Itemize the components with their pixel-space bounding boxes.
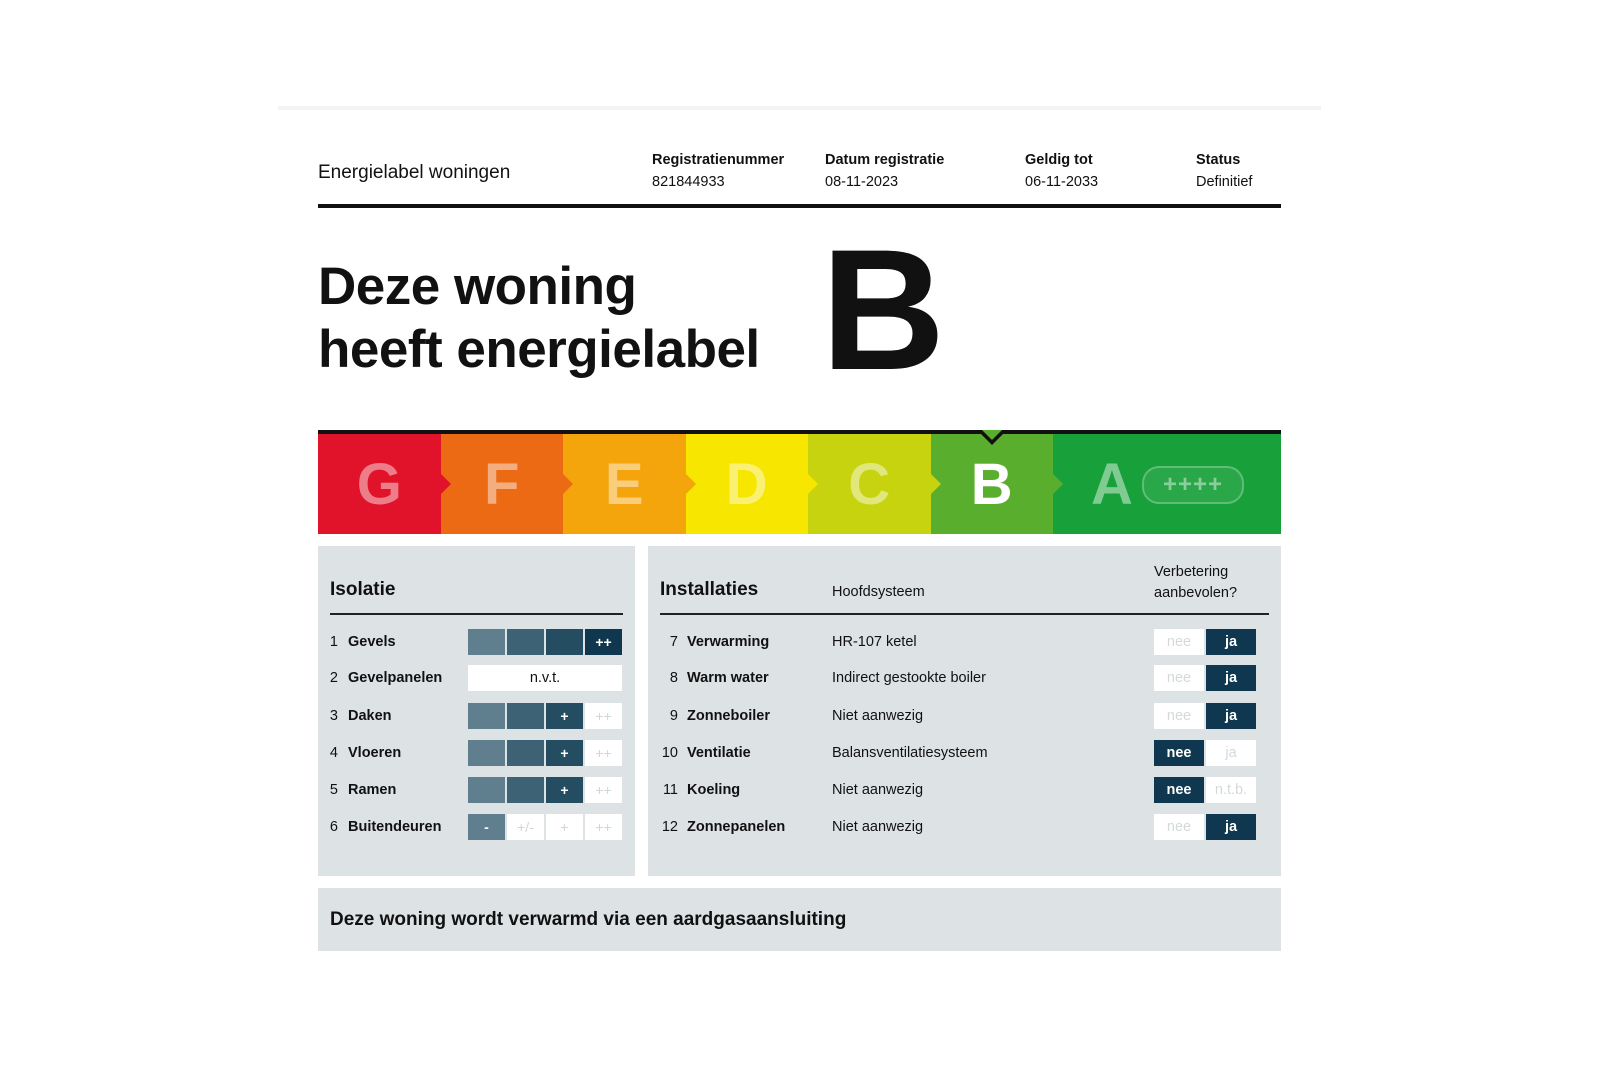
improvement-toggle bbox=[1154, 703, 1256, 729]
improvement-toggle bbox=[1154, 629, 1256, 655]
meta-registration-number bbox=[652, 152, 784, 190]
meta-label: Datum registratie bbox=[825, 152, 945, 168]
row-number: 8 bbox=[669, 670, 678, 686]
scale-letter: A bbox=[1091, 451, 1133, 517]
rating-cell bbox=[468, 629, 505, 655]
scale-segment-g bbox=[318, 434, 441, 534]
installation-row bbox=[648, 702, 1281, 730]
scale-arrow bbox=[1053, 474, 1063, 494]
installation-row bbox=[648, 813, 1281, 841]
installations-divider bbox=[660, 613, 1269, 615]
meta-value: Definitief bbox=[1196, 174, 1253, 190]
row-number: 11 bbox=[662, 782, 678, 798]
row-number: 7 bbox=[669, 634, 678, 650]
row-number: 6 bbox=[329, 819, 338, 835]
improvement-toggle bbox=[1154, 740, 1256, 766]
rating-cell bbox=[507, 777, 544, 803]
headline bbox=[318, 255, 760, 381]
heating-note bbox=[318, 888, 1281, 951]
row-name: Zonneboiler bbox=[687, 708, 770, 724]
row-name: Gevels bbox=[348, 634, 396, 650]
row-number: 1 bbox=[329, 634, 338, 650]
scale-segment-c bbox=[808, 434, 931, 534]
row-number: 10 bbox=[661, 745, 678, 761]
row-name: Vloeren bbox=[348, 745, 402, 761]
active-class-pointer-fill bbox=[982, 430, 1002, 440]
scale-arrow bbox=[563, 474, 573, 494]
scale-segment-d bbox=[686, 434, 809, 534]
row-name: Warm water bbox=[687, 670, 769, 686]
energy-label-document bbox=[318, 0, 1281, 1070]
rating-cell: ++ bbox=[585, 740, 622, 766]
improvement-toggle bbox=[1154, 814, 1256, 840]
toggle-option-no: nee bbox=[1154, 665, 1204, 691]
toggle-option-yes: ja bbox=[1206, 665, 1256, 691]
scale-letter: C bbox=[848, 451, 891, 517]
column-header-main-system: Hoofdsysteem bbox=[832, 584, 925, 600]
column-header-improvement-line-1: Verbetering bbox=[1154, 564, 1229, 580]
row-name: Daken bbox=[348, 708, 392, 724]
headline-line-2: heeft energielabel bbox=[318, 320, 760, 379]
energy-scale bbox=[318, 430, 1281, 538]
row-number: 3 bbox=[329, 708, 338, 724]
rating-cell: +/- bbox=[507, 814, 544, 840]
rating-cell: ++ bbox=[585, 629, 622, 655]
scale-letter: G bbox=[356, 451, 402, 517]
column-header-improvement bbox=[1154, 562, 1237, 604]
rating-cell bbox=[468, 740, 505, 766]
scale-letter: F bbox=[484, 451, 520, 517]
row-name: Verwarming bbox=[687, 634, 770, 650]
scale-arrow bbox=[686, 474, 696, 494]
installations-panel bbox=[648, 546, 1281, 876]
meta-value: 821844933 bbox=[652, 174, 725, 190]
insulation-row bbox=[318, 702, 635, 730]
meta-valid-until bbox=[1025, 152, 1098, 190]
not-applicable-cell: n.v.t. bbox=[468, 665, 622, 691]
scale-letter: B bbox=[970, 451, 1013, 517]
toggle-option-no: nee bbox=[1154, 814, 1204, 840]
meta-value: 06-11-2033 bbox=[1025, 174, 1099, 190]
row-system: Indirect gestookte boiler bbox=[832, 670, 986, 686]
row-system: Niet aanwezig bbox=[832, 819, 924, 835]
insulation-title: Isolatie bbox=[330, 579, 396, 600]
rating-cell: + bbox=[546, 814, 583, 840]
insulation-row bbox=[318, 739, 635, 767]
rating-cell bbox=[468, 703, 505, 729]
headline-line-1: Deze woning bbox=[318, 257, 637, 316]
column-header-improvement-line-2: aanbevolen? bbox=[1154, 585, 1238, 601]
installation-row bbox=[648, 664, 1281, 692]
row-name: Koeling bbox=[687, 782, 741, 798]
row-name: Gevelpanelen bbox=[348, 670, 443, 686]
insulation-row bbox=[318, 664, 635, 692]
toggle-option-yes: ja bbox=[1206, 629, 1256, 655]
insulation-rating bbox=[468, 777, 622, 803]
scale-segment-f bbox=[441, 434, 564, 534]
toggle-option-yes: ja bbox=[1206, 703, 1256, 729]
installation-row bbox=[648, 739, 1281, 767]
insulation-rating bbox=[468, 703, 622, 729]
insulation-divider bbox=[330, 613, 623, 615]
meta-value: 08-11-2023 bbox=[825, 174, 899, 190]
insulation-row bbox=[318, 776, 635, 804]
installation-row bbox=[648, 776, 1281, 804]
toggle-option-no: nee bbox=[1154, 740, 1204, 766]
rating-cell: + bbox=[546, 777, 583, 803]
row-name: Zonnepanelen bbox=[687, 819, 786, 835]
improvement-toggle bbox=[1154, 777, 1256, 803]
insulation-rating bbox=[468, 814, 622, 840]
toggle-option-yes: ja bbox=[1206, 814, 1256, 840]
document-header bbox=[318, 150, 1281, 208]
rating-cell: - bbox=[468, 814, 505, 840]
toggle-option-no: nee bbox=[1154, 777, 1204, 803]
improvement-toggle bbox=[1154, 665, 1256, 691]
toggle-option-yes: ja bbox=[1206, 740, 1256, 766]
row-number: 4 bbox=[329, 745, 338, 761]
rating-cell: + bbox=[546, 703, 583, 729]
rating-cell bbox=[507, 629, 544, 655]
insulation-rating bbox=[468, 629, 622, 655]
rating-cell bbox=[546, 629, 583, 655]
insulation-panel bbox=[318, 546, 635, 876]
row-name: Ventilatie bbox=[687, 745, 751, 761]
toggle-option-yes: n.t.b. bbox=[1206, 777, 1256, 803]
toggle-option-no: nee bbox=[1154, 703, 1204, 729]
scale-arrow bbox=[808, 474, 818, 494]
scale-letter: D bbox=[725, 451, 768, 517]
document-title: Energielabel woningen bbox=[318, 162, 511, 183]
row-number: 2 bbox=[329, 670, 338, 686]
row-number: 5 bbox=[329, 782, 338, 798]
meta-label: Status bbox=[1196, 152, 1241, 168]
rating-cell bbox=[507, 703, 544, 729]
rating-cell: ++ bbox=[585, 814, 622, 840]
meta-label: Geldig tot bbox=[1025, 152, 1093, 168]
scale-segment-b bbox=[931, 434, 1054, 534]
rating-cell bbox=[507, 740, 544, 766]
meta-status bbox=[1196, 152, 1252, 190]
scale-arrow bbox=[441, 474, 451, 494]
meta-registration-date bbox=[825, 152, 944, 190]
installations-title: Installaties bbox=[660, 579, 759, 600]
row-number: 9 bbox=[669, 708, 678, 724]
rating-cell: ++ bbox=[585, 703, 622, 729]
installation-row bbox=[648, 628, 1281, 656]
row-name: Buitendeuren bbox=[348, 819, 442, 835]
insulation-row bbox=[318, 813, 635, 841]
insulation-row bbox=[318, 628, 635, 656]
meta-label: Registratienummer bbox=[652, 152, 785, 168]
top-divider bbox=[278, 106, 1321, 110]
row-system: HR-107 ketel bbox=[832, 634, 917, 650]
rating-cell bbox=[468, 777, 505, 803]
insulation-rating bbox=[468, 665, 622, 691]
row-system: Niet aanwezig bbox=[832, 782, 924, 798]
energy-label-letter: B bbox=[821, 214, 942, 406]
row-name: Ramen bbox=[348, 782, 397, 798]
row-number: 12 bbox=[661, 819, 678, 835]
scale-segment-e bbox=[563, 434, 686, 534]
heating-note-text: Deze woning wordt verwarmd via een aardgasaansluiting bbox=[330, 909, 847, 930]
toggle-option-no: nee bbox=[1154, 629, 1204, 655]
a-plus-indicator: ++++ bbox=[1142, 466, 1244, 504]
rating-cell: ++ bbox=[585, 777, 622, 803]
row-system: Balansventilatiesysteem bbox=[832, 745, 988, 761]
insulation-rating bbox=[468, 740, 622, 766]
row-system: Niet aanwezig bbox=[832, 708, 924, 724]
scale-letter: E bbox=[604, 451, 644, 517]
rating-cell: + bbox=[546, 740, 583, 766]
scale-arrow bbox=[931, 474, 941, 494]
